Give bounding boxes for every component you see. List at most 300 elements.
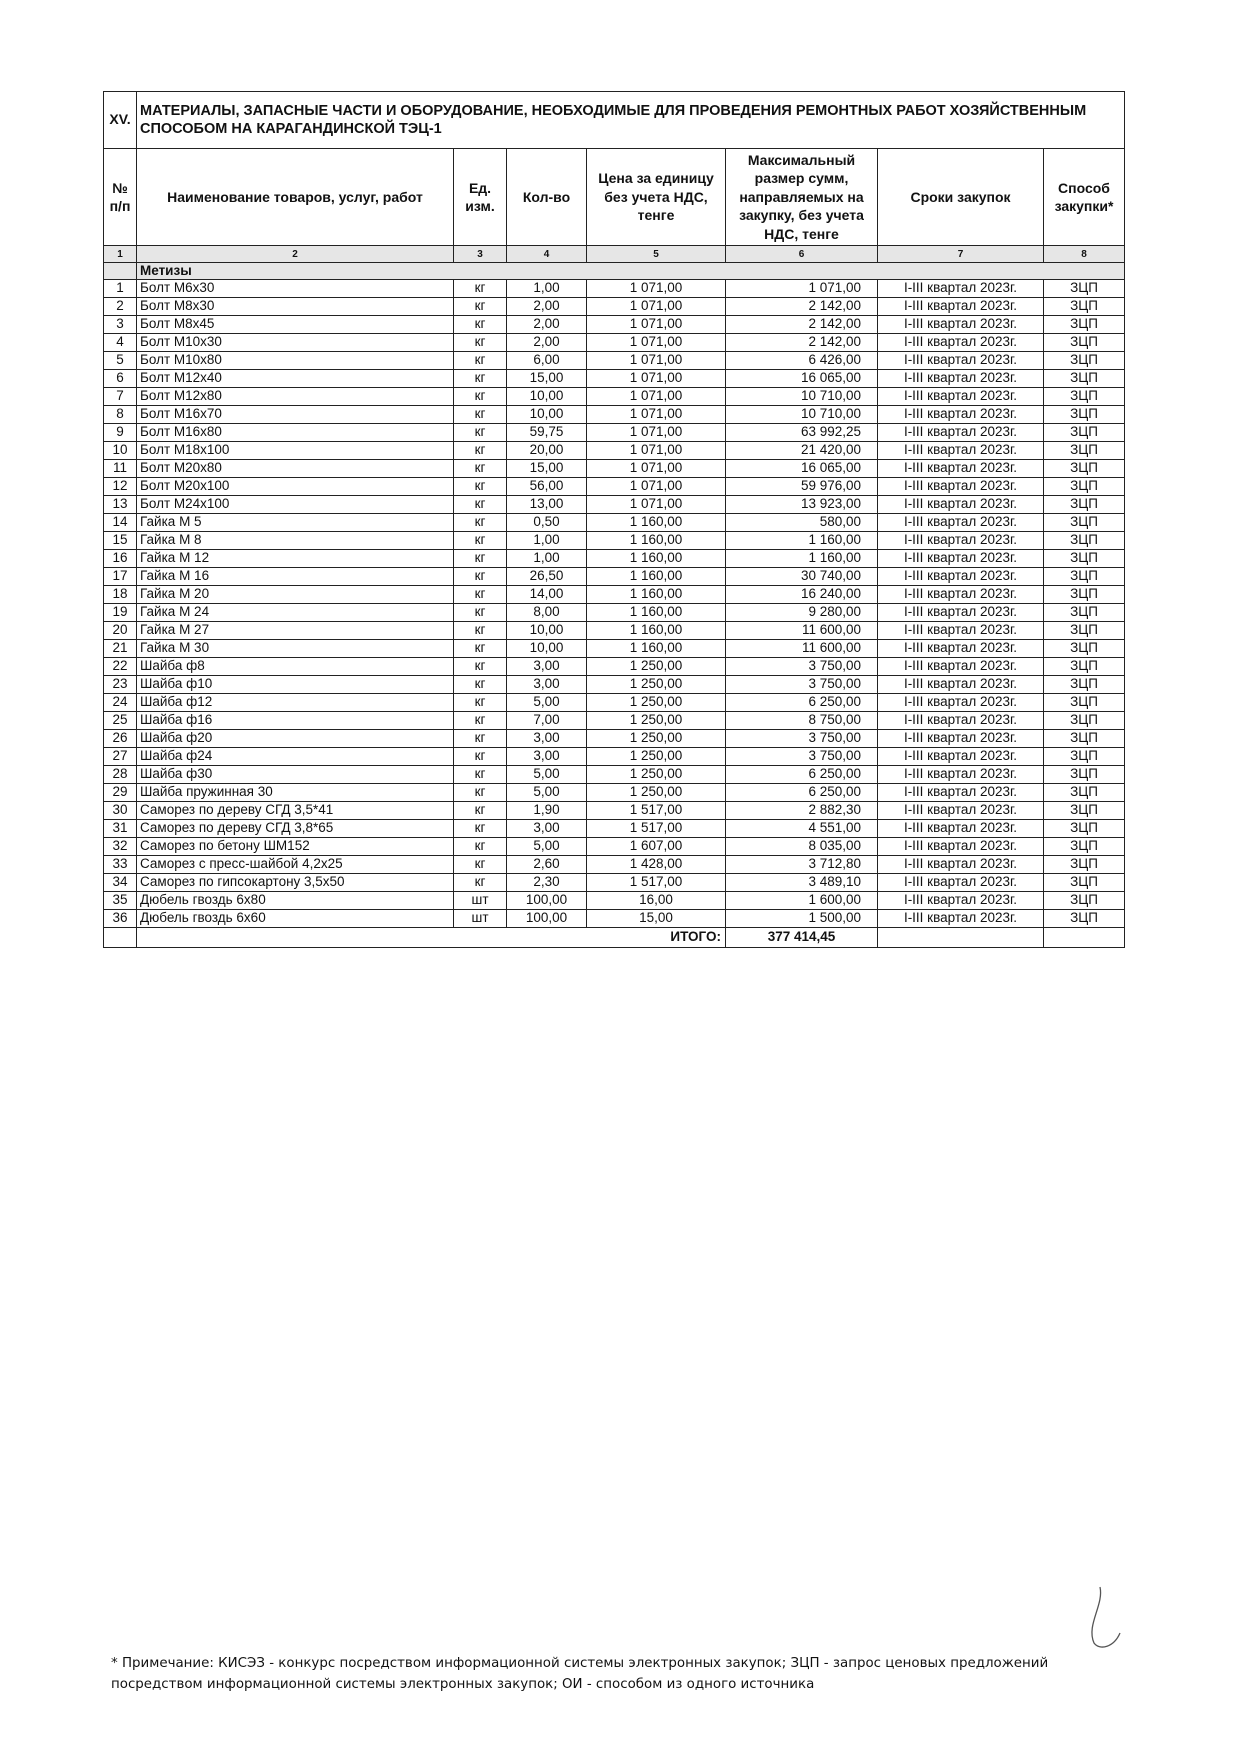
item-name: Болт М12х80 <box>137 388 454 406</box>
procurement-period: I-III квартал 2023г. <box>878 874 1044 892</box>
quantity: 3,00 <box>507 748 587 766</box>
item-name: Болт М10х30 <box>137 334 454 352</box>
procurement-period: I-III квартал 2023г. <box>878 766 1044 784</box>
item-name: Болт М20х100 <box>137 478 454 496</box>
quantity: 3,00 <box>507 730 587 748</box>
row-number: 9 <box>104 424 137 442</box>
quantity: 10,00 <box>507 640 587 658</box>
procurement-method: ЗЦП <box>1044 586 1125 604</box>
procurement-period: I-III квартал 2023г. <box>878 586 1044 604</box>
item-name: Саморез по бетону ШМ152 <box>137 838 454 856</box>
quantity: 3,00 <box>507 676 587 694</box>
item-name: Шайба пружинная 30 <box>137 784 454 802</box>
procurement-method: ЗЦП <box>1044 802 1125 820</box>
unit-price: 1 160,00 <box>587 604 726 622</box>
row-number: 32 <box>104 838 137 856</box>
table-row <box>104 370 1125 388</box>
item-name: Дюбель гвоздь 6х80 <box>137 892 454 910</box>
unit: кг <box>454 280 507 298</box>
unit: кг <box>454 550 507 568</box>
item-name: Гайка М 5 <box>137 514 454 532</box>
procurement-period: I-III квартал 2023г. <box>878 496 1044 514</box>
unit: кг <box>454 586 507 604</box>
total-row <box>104 928 1125 948</box>
signature-mark <box>1080 1585 1130 1655</box>
column-header: № п/п <box>104 149 137 246</box>
row-number: 23 <box>104 676 137 694</box>
row-number: 27 <box>104 748 137 766</box>
row-number: 31 <box>104 820 137 838</box>
table-row <box>104 784 1125 802</box>
procurement-method: ЗЦП <box>1044 658 1125 676</box>
item-name: Шайба ф16 <box>137 712 454 730</box>
row-number: 19 <box>104 604 137 622</box>
quantity: 10,00 <box>507 622 587 640</box>
row-number: 34 <box>104 874 137 892</box>
max-amount: 3 489,10 <box>726 874 878 892</box>
column-header-row <box>104 149 1125 246</box>
item-name: Шайба ф20 <box>137 730 454 748</box>
item-name: Болт М8х30 <box>137 298 454 316</box>
procurement-method: ЗЦП <box>1044 442 1125 460</box>
unit: кг <box>454 460 507 478</box>
unit-price: 1 071,00 <box>587 388 726 406</box>
max-amount: 4 551,00 <box>726 820 878 838</box>
quantity: 5,00 <box>507 838 587 856</box>
table-row <box>104 460 1125 478</box>
procurement-period: I-III квартал 2023г. <box>878 622 1044 640</box>
procurement-method: ЗЦП <box>1044 334 1125 352</box>
quantity: 6,00 <box>507 352 587 370</box>
row-number: 30 <box>104 802 137 820</box>
quantity: 13,00 <box>507 496 587 514</box>
procurement-method: ЗЦП <box>1044 550 1125 568</box>
procurement-period: I-III квартал 2023г. <box>878 388 1044 406</box>
quantity: 15,00 <box>507 460 587 478</box>
quantity: 8,00 <box>507 604 587 622</box>
row-number: 35 <box>104 892 137 910</box>
row-number: 11 <box>104 460 137 478</box>
procurement-method: ЗЦП <box>1044 892 1125 910</box>
row-number: 16 <box>104 550 137 568</box>
unit: кг <box>454 676 507 694</box>
unit: кг <box>454 820 507 838</box>
unit-price: 1 160,00 <box>587 622 726 640</box>
procurement-method: ЗЦП <box>1044 280 1125 298</box>
item-name: Гайка М 16 <box>137 568 454 586</box>
procurement-method: ЗЦП <box>1044 784 1125 802</box>
group-row <box>104 263 1125 280</box>
unit-price: 1 428,00 <box>587 856 726 874</box>
row-number: 15 <box>104 532 137 550</box>
procurement-period: I-III квартал 2023г. <box>878 478 1044 496</box>
group-title: Метизы <box>137 263 1125 280</box>
unit: кг <box>454 838 507 856</box>
table-row <box>104 748 1125 766</box>
procurement-method: ЗЦП <box>1044 748 1125 766</box>
unit-price: 1 071,00 <box>587 316 726 334</box>
procurement-period: I-III квартал 2023г. <box>878 460 1044 478</box>
item-name: Гайка М 30 <box>137 640 454 658</box>
procurement-method: ЗЦП <box>1044 298 1125 316</box>
unit-price: 1 160,00 <box>587 550 726 568</box>
table-row <box>104 586 1125 604</box>
table-row <box>104 550 1125 568</box>
max-amount: 59 976,00 <box>726 478 878 496</box>
item-name: Болт М6х30 <box>137 280 454 298</box>
item-name: Гайка М 12 <box>137 550 454 568</box>
table-row <box>104 622 1125 640</box>
unit: кг <box>454 604 507 622</box>
column-header: Ед. изм. <box>454 149 507 246</box>
unit-price: 1 250,00 <box>587 694 726 712</box>
procurement-method: ЗЦП <box>1044 568 1125 586</box>
max-amount: 2 882,30 <box>726 802 878 820</box>
table-row <box>104 712 1125 730</box>
procurement-method: ЗЦП <box>1044 424 1125 442</box>
quantity: 1,00 <box>507 550 587 568</box>
procurement-period: I-III квартал 2023г. <box>878 514 1044 532</box>
column-header: Сроки закупок <box>878 149 1044 246</box>
procurement-method: ЗЦП <box>1044 316 1125 334</box>
procurement-method: ЗЦП <box>1044 838 1125 856</box>
item-name: Шайба ф12 <box>137 694 454 712</box>
row-number: 20 <box>104 622 137 640</box>
unit: кг <box>454 658 507 676</box>
procurement-table <box>103 91 1125 948</box>
unit-price: 1 250,00 <box>587 784 726 802</box>
row-number: 21 <box>104 640 137 658</box>
quantity: 2,00 <box>507 316 587 334</box>
total-label: ИТОГО: <box>137 928 726 948</box>
table-row <box>104 514 1125 532</box>
unit-price: 1 517,00 <box>587 820 726 838</box>
procurement-period: I-III квартал 2023г. <box>878 892 1044 910</box>
quantity: 5,00 <box>507 784 587 802</box>
procurement-method: ЗЦП <box>1044 406 1125 424</box>
max-amount: 11 600,00 <box>726 640 878 658</box>
unit: кг <box>454 694 507 712</box>
procurement-method: ЗЦП <box>1044 622 1125 640</box>
section-title: МАТЕРИАЛЫ, ЗАПАСНЫЕ ЧАСТИ И ОБОРУДОВАНИЕ, НЕОБХОДИМЫЕ ДЛЯ ПРОВЕДЕНИЯ РЕМОНТНЫХ РАБОТ ХОЗЯЙСТВЕННЫМ СПОСОБОМ НА КАРАГАНДИНСКОЙ ТЭЦ-1 <box>137 92 1125 149</box>
max-amount: 16 240,00 <box>726 586 878 604</box>
max-amount: 2 142,00 <box>726 334 878 352</box>
max-amount: 63 992,25 <box>726 424 878 442</box>
row-number: 13 <box>104 496 137 514</box>
table-row <box>104 892 1125 910</box>
unit-price: 1 071,00 <box>587 298 726 316</box>
max-amount: 3 750,00 <box>726 730 878 748</box>
unit: кг <box>454 334 507 352</box>
max-amount: 6 250,00 <box>726 766 878 784</box>
table-row <box>104 424 1125 442</box>
procurement-period: I-III квартал 2023г. <box>878 298 1044 316</box>
column-header: Кол-во <box>507 149 587 246</box>
unit-price: 1 160,00 <box>587 568 726 586</box>
row-number: 24 <box>104 694 137 712</box>
procurement-method: ЗЦП <box>1044 676 1125 694</box>
item-name: Саморез с пресс-шайбой 4,2х25 <box>137 856 454 874</box>
column-number: 5 <box>587 246 726 263</box>
unit: кг <box>454 370 507 388</box>
row-number: 3 <box>104 316 137 334</box>
procurement-method: ЗЦП <box>1044 820 1125 838</box>
max-amount: 3 712,80 <box>726 856 878 874</box>
procurement-period: I-III квартал 2023г. <box>878 640 1044 658</box>
max-amount: 10 710,00 <box>726 406 878 424</box>
quantity: 100,00 <box>507 910 587 928</box>
procurement-method: ЗЦП <box>1044 874 1125 892</box>
procurement-period: I-III квартал 2023г. <box>878 658 1044 676</box>
unit: кг <box>454 748 507 766</box>
item-name: Гайка М 24 <box>137 604 454 622</box>
unit: кг <box>454 298 507 316</box>
unit-price: 15,00 <box>587 910 726 928</box>
unit-price: 1 160,00 <box>587 514 726 532</box>
procurement-method: ЗЦП <box>1044 514 1125 532</box>
procurement-method: ЗЦП <box>1044 532 1125 550</box>
column-number: 8 <box>1044 246 1125 263</box>
unit-price: 1 517,00 <box>587 874 726 892</box>
unit: кг <box>454 640 507 658</box>
table-row <box>104 406 1125 424</box>
unit-price: 1 250,00 <box>587 730 726 748</box>
item-name: Болт М8х45 <box>137 316 454 334</box>
procurement-period: I-III квартал 2023г. <box>878 532 1044 550</box>
row-number: 2 <box>104 298 137 316</box>
unit: кг <box>454 406 507 424</box>
procurement-method: ЗЦП <box>1044 694 1125 712</box>
procurement-method: ЗЦП <box>1044 910 1125 928</box>
unit: кг <box>454 442 507 460</box>
row-number: 4 <box>104 334 137 352</box>
procurement-period: I-III квартал 2023г. <box>878 442 1044 460</box>
max-amount: 30 740,00 <box>726 568 878 586</box>
procurement-method: ЗЦП <box>1044 352 1125 370</box>
item-name: Шайба ф30 <box>137 766 454 784</box>
max-amount: 2 142,00 <box>726 298 878 316</box>
quantity: 10,00 <box>507 388 587 406</box>
quantity: 5,00 <box>507 766 587 784</box>
max-amount: 3 750,00 <box>726 676 878 694</box>
table-row <box>104 478 1125 496</box>
quantity: 59,75 <box>507 424 587 442</box>
unit: кг <box>454 856 507 874</box>
unit: кг <box>454 424 507 442</box>
item-name: Болт М24х100 <box>137 496 454 514</box>
table-row <box>104 694 1125 712</box>
table-row <box>104 802 1125 820</box>
table-row <box>104 388 1125 406</box>
table-row <box>104 316 1125 334</box>
procurement-period: I-III квартал 2023г. <box>878 568 1044 586</box>
table-row <box>104 352 1125 370</box>
procurement-period: I-III квартал 2023г. <box>878 802 1044 820</box>
quantity: 2,30 <box>507 874 587 892</box>
quantity: 0,50 <box>507 514 587 532</box>
table-row <box>104 640 1125 658</box>
item-name: Дюбель гвоздь 6х60 <box>137 910 454 928</box>
procurement-method: ЗЦП <box>1044 604 1125 622</box>
procurement-period: I-III квартал 2023г. <box>878 856 1044 874</box>
unit: кг <box>454 874 507 892</box>
unit-price: 1 071,00 <box>587 496 726 514</box>
quantity: 3,00 <box>507 820 587 838</box>
procurement-method: ЗЦП <box>1044 496 1125 514</box>
max-amount: 3 750,00 <box>726 658 878 676</box>
table-row <box>104 910 1125 928</box>
procurement-period: I-III квартал 2023г. <box>878 838 1044 856</box>
table-row <box>104 838 1125 856</box>
row-number: 36 <box>104 910 137 928</box>
column-header: Наименование товаров, услуг, работ <box>137 149 454 246</box>
procurement-period: I-III квартал 2023г. <box>878 694 1044 712</box>
unit: кг <box>454 352 507 370</box>
max-amount: 21 420,00 <box>726 442 878 460</box>
procurement-period: I-III квартал 2023г. <box>878 676 1044 694</box>
unit-price: 1 250,00 <box>587 766 726 784</box>
quantity: 1,00 <box>507 532 587 550</box>
max-amount: 9 280,00 <box>726 604 878 622</box>
procurement-method: ЗЦП <box>1044 370 1125 388</box>
table-row <box>104 496 1125 514</box>
max-amount: 13 923,00 <box>726 496 878 514</box>
item-name: Болт М18х100 <box>137 442 454 460</box>
unit: кг <box>454 478 507 496</box>
unit-price: 1 071,00 <box>587 334 726 352</box>
item-name: Саморез по дереву СГД 3,5*41 <box>137 802 454 820</box>
max-amount: 10 710,00 <box>726 388 878 406</box>
max-amount: 6 250,00 <box>726 694 878 712</box>
procurement-period: I-III квартал 2023г. <box>878 424 1044 442</box>
item-name: Гайка М 8 <box>137 532 454 550</box>
column-header: Способ закупки* <box>1044 149 1125 246</box>
column-header: Цена за единицу без учета НДС, тенге <box>587 149 726 246</box>
procurement-method: ЗЦП <box>1044 766 1125 784</box>
row-number: 28 <box>104 766 137 784</box>
table-row <box>104 568 1125 586</box>
procurement-method: ЗЦП <box>1044 640 1125 658</box>
quantity: 26,50 <box>507 568 587 586</box>
item-name: Болт М12х40 <box>137 370 454 388</box>
table-row <box>104 676 1125 694</box>
quantity: 56,00 <box>507 478 587 496</box>
unit: кг <box>454 316 507 334</box>
procurement-period: I-III квартал 2023г. <box>878 334 1044 352</box>
item-name: Шайба ф24 <box>137 748 454 766</box>
unit: кг <box>454 712 507 730</box>
unit-price: 1 250,00 <box>587 676 726 694</box>
max-amount: 16 065,00 <box>726 370 878 388</box>
max-amount: 6 426,00 <box>726 352 878 370</box>
table-row <box>104 820 1125 838</box>
unit-price: 1 071,00 <box>587 442 726 460</box>
unit-price: 1 250,00 <box>587 658 726 676</box>
unit-price: 1 607,00 <box>587 838 726 856</box>
unit-price: 1 250,00 <box>587 712 726 730</box>
procurement-method: ЗЦП <box>1044 388 1125 406</box>
row-number: 17 <box>104 568 137 586</box>
table-row <box>104 280 1125 298</box>
max-amount: 2 142,00 <box>726 316 878 334</box>
item-name: Саморез по гипсокартону 3,5х50 <box>137 874 454 892</box>
column-number: 4 <box>507 246 587 263</box>
unit-price: 16,00 <box>587 892 726 910</box>
column-number: 6 <box>726 246 878 263</box>
unit: кг <box>454 622 507 640</box>
procurement-period: I-III квартал 2023г. <box>878 604 1044 622</box>
unit: кг <box>454 766 507 784</box>
item-name: Болт М10х80 <box>137 352 454 370</box>
procurement-period: I-III квартал 2023г. <box>878 910 1044 928</box>
quantity: 2,00 <box>507 298 587 316</box>
max-amount: 16 065,00 <box>726 460 878 478</box>
table-row <box>104 442 1125 460</box>
quantity: 5,00 <box>507 694 587 712</box>
unit-price: 1 160,00 <box>587 586 726 604</box>
row-number: 26 <box>104 730 137 748</box>
procurement-method: ЗЦП <box>1044 460 1125 478</box>
unit-price: 1 160,00 <box>587 532 726 550</box>
table-row <box>104 874 1125 892</box>
procurement-period: I-III квартал 2023г. <box>878 550 1044 568</box>
quantity: 7,00 <box>507 712 587 730</box>
procurement-period: I-III квартал 2023г. <box>878 784 1044 802</box>
row-number: 10 <box>104 442 137 460</box>
unit: шт <box>454 892 507 910</box>
item-name: Шайба ф10 <box>137 676 454 694</box>
max-amount: 6 250,00 <box>726 784 878 802</box>
procurement-period: I-III квартал 2023г. <box>878 316 1044 334</box>
quantity: 3,00 <box>507 658 587 676</box>
table-body <box>104 280 1125 928</box>
max-amount: 1 500,00 <box>726 910 878 928</box>
unit: кг <box>454 496 507 514</box>
quantity: 1,00 <box>507 280 587 298</box>
item-name: Болт М16х70 <box>137 406 454 424</box>
unit-price: 1 250,00 <box>587 748 726 766</box>
max-amount: 1 160,00 <box>726 532 878 550</box>
section-title-row <box>104 92 1125 149</box>
row-number: 12 <box>104 478 137 496</box>
table-row <box>104 766 1125 784</box>
max-amount: 11 600,00 <box>726 622 878 640</box>
unit: кг <box>454 568 507 586</box>
item-name: Гайка М 20 <box>137 586 454 604</box>
procurement-period: I-III квартал 2023г. <box>878 730 1044 748</box>
row-number: 7 <box>104 388 137 406</box>
row-number: 22 <box>104 658 137 676</box>
procurement-period: I-III квартал 2023г. <box>878 352 1044 370</box>
procurement-period: I-III квартал 2023г. <box>878 406 1044 424</box>
row-number: 25 <box>104 712 137 730</box>
unit-price: 1 160,00 <box>587 640 726 658</box>
item-name: Болт М20х80 <box>137 460 454 478</box>
item-name: Шайба ф8 <box>137 658 454 676</box>
unit: кг <box>454 532 507 550</box>
unit-price: 1 071,00 <box>587 370 726 388</box>
max-amount: 1 160,00 <box>726 550 878 568</box>
row-number: 33 <box>104 856 137 874</box>
column-number: 7 <box>878 246 1044 263</box>
row-number: 14 <box>104 514 137 532</box>
quantity: 2,60 <box>507 856 587 874</box>
row-number: 18 <box>104 586 137 604</box>
total-value: 377 414,45 <box>726 928 878 948</box>
quantity: 20,00 <box>507 442 587 460</box>
row-number: 8 <box>104 406 137 424</box>
procurement-method: ЗЦП <box>1044 478 1125 496</box>
